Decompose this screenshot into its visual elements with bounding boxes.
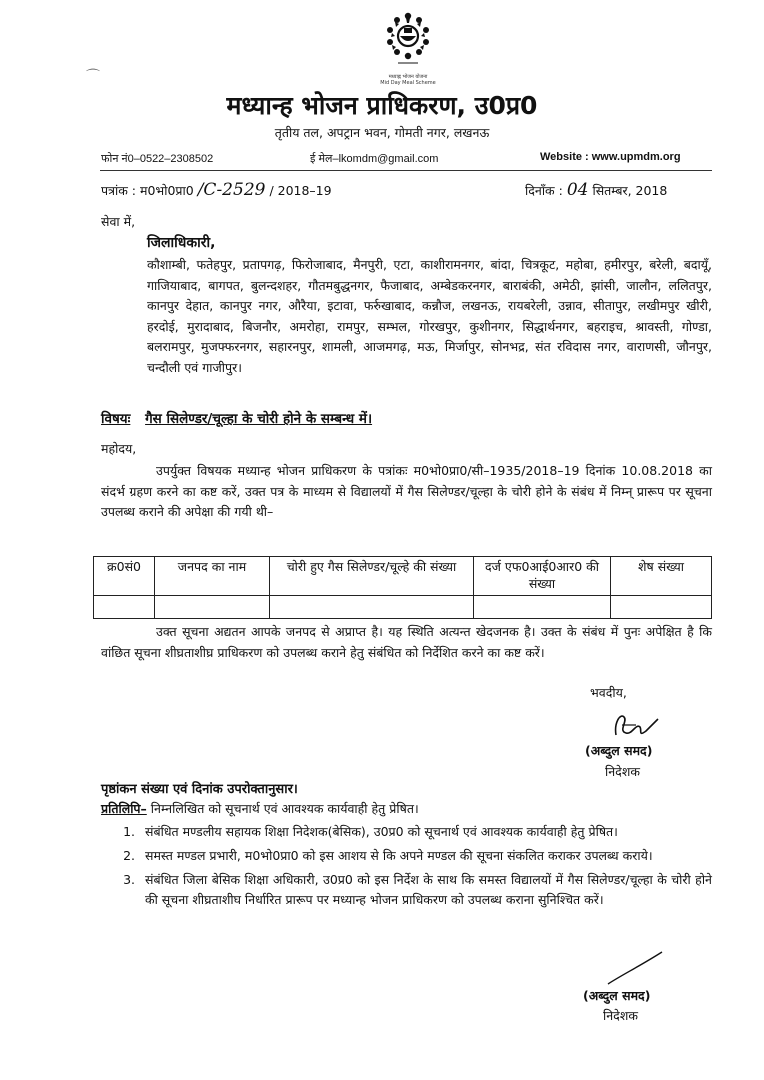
reference-label: पत्रांक : म0भो0प्रा0 — [101, 183, 194, 198]
list-item-text: समस्त मण्डल प्रभारी, म0भो0प्रा0 को इस आशय से कि अपने मण्डल की सूचना संकलित कराकर उपलब्ध कराये। — [145, 848, 653, 863]
body-paragraph-2-text: उक्त सूचना अद्यतन आपके जनपद से अप्राप्त है। यह स्थिति अत्यन्त खेदजनक है। उक्त के संबंध में पुनः अपेक्षित है कि वांछित सूचना शीघ्रताशीघ्र प्राधिकरण को उपलब्ध कराने हेतु संबंधित को निर्देशित करने का कष्ट करें। — [101, 624, 712, 660]
table-header-row — [94, 557, 712, 596]
reference-year: / 2018–19 — [269, 183, 332, 198]
recipient-salutation: सेवा में, — [101, 214, 136, 229]
table-header-fir-count: दर्ज एफ0आई0आर0 की संख्या — [474, 557, 611, 596]
date-label: दिनाँक : — [525, 183, 563, 198]
list-item — [101, 870, 712, 910]
email-address: ई मेल–lkomdm@gmail.com — [310, 153, 439, 165]
list-item-number: 3. — [123, 872, 135, 887]
information-format-table — [93, 556, 712, 619]
table-header-serial: क्र0सं0 — [94, 557, 155, 596]
signatory-1-designation: निदेशक — [605, 764, 640, 779]
website-address: Website : www.upmdm.org — [540, 151, 681, 163]
list-item — [101, 822, 712, 842]
date-rest: सितम्बर, 2018 — [592, 183, 668, 198]
copy-to-label: प्रतिलिपि– — [101, 801, 147, 816]
recipient-districts: कौशाम्बी, फतेहपुर, प्रतापगढ़, फिरोजाबाद, मैनपुरी, एटा, काशीरामनगर, बांदा, चित्रकूट, महोबा, हमीरपुर, बरेली, बदायूँ, गाजियाबाद, बागपत, बुलन्दशहर, गौतमबुद्धनगर, फैजाबाद, अम्बेडकरनगर, बाराबंकी, अमेठी, झांसी, जालौन, ललितपुर, कानपुर देहात, कानपुर नगर, औरैया, इटावा, फर्रुखाबाद, कन्नौज, लखनऊ, रायबरेली, उन्नाव, सीतापुर, लखीमपुर खीरी, हरदोई, मुरादाबाद, बिजनौर, अमरोहा, रामपुर, सम्भल, गोरखपुर, कुशीनगर, सिद्धार्थनगर, बहराइच, श्रावस्ती, गोण्डा, बलरामपुर, मुजफ्फरनगर, सहारनपुर, शामली, आजमगढ़, मऊ, मिर्जापुर, सोनभद्र, संत रविदास नगर, वाराणसी, जौनपुर, चन्दौली एवं गाजीपुर। — [147, 257, 712, 375]
phone-number: फोन नं0–0522–2308502 — [101, 153, 214, 165]
organization-address: तृतीय तल, अपट्रान भवन, गोमती नगर, लखनऊ — [274, 125, 490, 140]
signatory-2-designation: निदेशक — [603, 1008, 638, 1023]
table-header-district: जनपद का नाम — [155, 557, 270, 596]
endorsement-line: पृष्ठांकन संख्या एवं दिनांक उपरोक्तानुसार। — [101, 782, 298, 797]
body-paragraph-1 — [101, 461, 712, 523]
table-header-remaining-count: शेष संख्या — [611, 557, 712, 596]
copy-to-text: निम्नलिखित को सूचनार्थ एवं आवश्यक कार्यवाही हेतु प्रेषित। — [150, 801, 419, 816]
table-header-stolen-count: चोरी हुए गैस सिलेण्डर/चूल्हे की संख्या — [270, 557, 474, 596]
date-day-handwritten: 04 — [566, 180, 589, 200]
table-cell — [270, 596, 474, 619]
subject-text: गैस सिलेण्डर/चूल्हा के चोरी होने के सम्बन्ध में। — [145, 411, 373, 427]
copy-recipient-list — [101, 822, 712, 914]
page-corner-mark: ⌒ — [86, 69, 100, 85]
organization-title: मध्यान्ह भोजन प्राधिकरण, उ0प्र0 — [226, 91, 538, 120]
body-paragraph-2 — [101, 622, 712, 663]
copy-to-line — [101, 800, 419, 817]
table-cell — [94, 596, 155, 619]
reference-number-handwritten: /C-2529 — [197, 180, 266, 200]
signatory-2-name: (अब्दुल समद) — [583, 988, 651, 1003]
signatory-1-name: (अब्दुल समद) — [585, 743, 653, 758]
date-line — [525, 180, 667, 200]
table-cell — [474, 596, 611, 619]
list-item-number: 1. — [123, 824, 135, 839]
mid-day-meal-logo-icon — [378, 8, 438, 78]
body-paragraph-1-text: उपर्युक्त विषयक मध्यान्ह भोजन प्राधिकरण के पत्रांकः म0भो0प्रा0/सी–1935/2018–19 दिनांक 10.08.2018 का संदर्भ ग्रहण करने का कष्ट करें, उक्त पत्र के माध्यम से विद्यालयों में गैस सिलेण्डर/चूल्हा के चोरी होने के संबंध में निम्न् प्रारूप पर सूचना उपलब्ध कराने की अपेक्षा की गयी थी– — [101, 463, 712, 519]
header-divider — [100, 170, 712, 171]
logo-caption: मध्याह्न भोजन योजना Mid Day Meal Scheme — [380, 74, 436, 86]
list-item — [101, 846, 712, 866]
table-row — [94, 596, 712, 619]
greeting: महोदय, — [101, 441, 137, 456]
list-item-text: संबंधित मण्डलीय सहायक शिक्षा निदेशक(बेसिक), उ0प्र0 को सूचनार्थ एवं आवश्यक कार्यवाही हेतु प्रेषित। — [145, 824, 618, 839]
reference-number-line — [101, 180, 332, 200]
table-cell — [155, 596, 270, 619]
closing-bhavdiya: भवदीय, — [590, 685, 627, 700]
table-cell — [611, 596, 712, 619]
list-item-number: 2. — [123, 848, 135, 863]
list-item-text: संबंधित जिला बेसिक शिक्षा अधिकारी, उ0प्र0 को इस निर्देश के साथ कि समस्त विद्यालयों में गैस सिलेण्डर/चूल्हा के चोरी होने की सूचना शीघ्रताशीघ निर्धारित प्रारूप पर मध्यान्ह भोजन प्राधिकरण को उपलब्ध कराना सुनिश्चित करें। — [145, 872, 712, 907]
subject-line — [101, 409, 372, 427]
signature-1-icon — [602, 705, 662, 745]
subject-label: विषयः — [101, 411, 131, 427]
signature-2-icon — [600, 948, 670, 988]
recipient-title: जिलाधिकारी, — [147, 235, 216, 251]
